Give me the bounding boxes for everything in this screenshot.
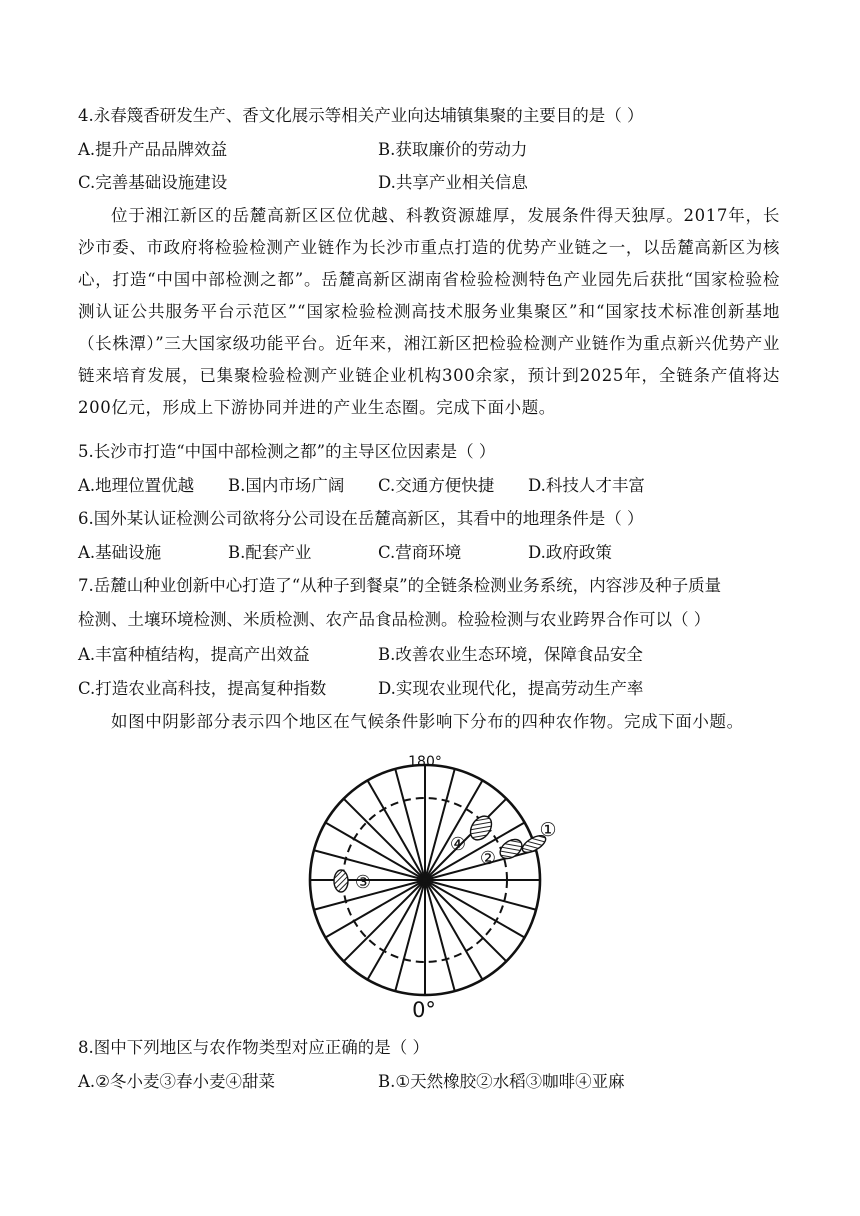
q5-option-a: A.地理位置优越: [78, 476, 195, 495]
q6-option-b: B.配套产业: [228, 543, 312, 562]
question-5-stem: 5.长沙市打造“中国中部检测之都”的主导区位因素是（ ）: [78, 442, 496, 461]
q5-option-c: C.交通方便快捷: [378, 476, 495, 495]
q7-option-a: A.丰富种植结构，提高产出效益: [78, 645, 310, 664]
question-7-stem-line2: 检测、土壤环境检测、米质检测、农产品食品检测。检验检测与农业跨界合作可以（ ）: [78, 610, 711, 629]
q6-option-d: D.政府政策: [528, 543, 612, 562]
crop-region-2: [497, 836, 526, 863]
marker-4: ④: [449, 834, 467, 855]
q8-option-b: B.①天然橡胶②水稻③咖啡④亚麻: [378, 1072, 625, 1091]
q5-option-d: D.科技人才丰富: [528, 476, 645, 495]
meridian-line: [425, 880, 536, 910]
question-6-stem: 6.国外某认证检测公司欲将分公司设在岳麓高新区，其看中的地理条件是（ ）: [78, 509, 644, 528]
meridian-line: [395, 769, 425, 880]
polar-map-diagram-icon: [300, 748, 560, 1028]
q7-option-c: C.打造农业高科技，提高复种指数: [78, 679, 327, 698]
passage-yuelu: 位于湘江新区的岳麓高新区区位优越、科教资源雄厚，发展条件得天独厚。2017年，长沙市委、市政府将检验检测产业链作为长沙市重点打造的优势产业链之一，以岳麓高新区为核心，打造“中国中部检测之都”。岳麓高新区湖南省检验检测特色产业园先后获批“国家检验检测认证公共服务平台示范区”“国家检验检测高技术服务业集聚区”和“国家技术标准创新基地（长株潭）”三大国家级功能平台。近年来，湘江新区把检验检测产业链作为重点新兴优势产业链来培育发展，已集聚检验检测产业链企业机构300余家，预计到2025年，全链条产值将达200亿元，形成上下游协同并进的产业生态圈。完成下面小题。: [78, 206, 780, 417]
question-8-stem: 8.图中下列地区与农作物类型对应正确的是（ ）: [78, 1038, 429, 1057]
q6-option-c: C.营商环境: [378, 543, 462, 562]
passage-crops: 如图中阴影部分表示四个地区在气候条件影响下分布的四种农作物。完成下面小题。: [111, 712, 744, 731]
meridian-line: [395, 880, 425, 991]
q5-option-b: B.国内市场广阔: [228, 476, 345, 495]
marker-1: ①: [539, 819, 557, 841]
q4-option-b: B.获取廉价的劳动力: [378, 140, 528, 159]
crop-region-3: [334, 870, 348, 892]
q4-option-a: A.提升产品品牌效益: [78, 140, 228, 159]
marker-2: ②: [479, 848, 497, 869]
question-7-stem-line1: 7.岳麓山种业创新中心打造了“从种子到餐桌”的全链条检测业务系统，内容涉及种子质量: [78, 576, 722, 595]
q7-option-d: D.实现农业现代化，提高劳动生产率: [378, 679, 644, 698]
q4-option-d: D.共享产业相关信息: [378, 173, 528, 192]
meridian-line: [425, 769, 455, 880]
q6-option-a: A.基础设施: [78, 543, 162, 562]
crop-region-4: [466, 812, 496, 844]
label-0: 0°: [412, 998, 436, 1022]
question-4-stem: 4.永春篾香研发生产、香文化展示等相关产业向达埔镇集聚的主要目的是（ ）: [78, 106, 644, 125]
pole-center: [422, 877, 428, 883]
polar-map-figure: [300, 748, 560, 1028]
q8-option-a: A.②冬小麦③春小麦④甜菜: [78, 1072, 275, 1091]
meridian-line: [425, 880, 455, 991]
marker-3: ③: [354, 872, 372, 893]
q4-option-c: C.完善基础设施建设: [78, 173, 228, 192]
label-180: 180°: [408, 754, 442, 770]
q7-option-b: B.改善农业生态环境，保障食品安全: [378, 645, 643, 664]
